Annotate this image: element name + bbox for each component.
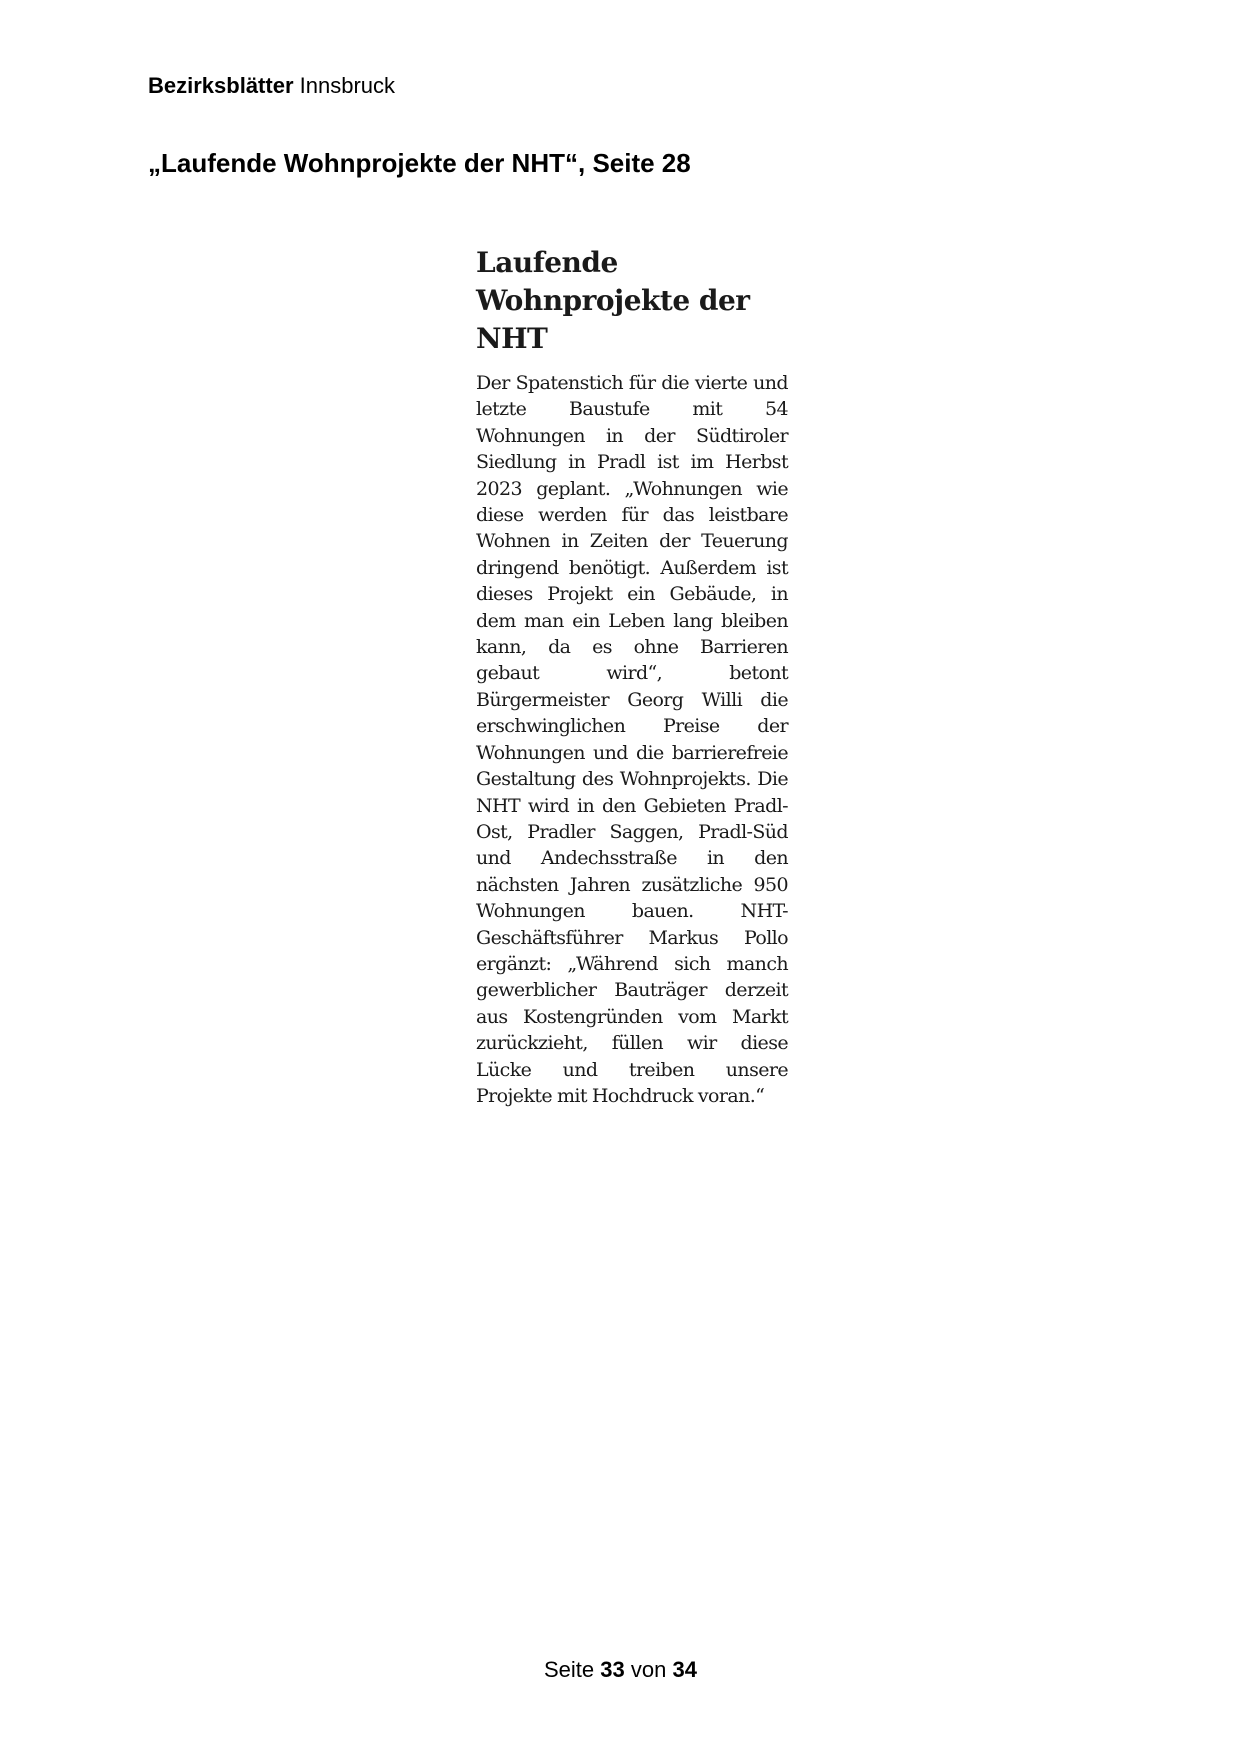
publication-header <box>148 72 395 100</box>
clipping-headline: Laufende Wohnprojekte der NHT <box>476 246 750 355</box>
publication-region: Innsbruck <box>299 73 396 98</box>
article-reference-title: „Laufende Wohnprojekte der NHT“, Seite 28 <box>148 148 691 178</box>
publication-name: Bezirksblätter <box>148 73 294 98</box>
footer-prefix: Seite <box>544 1657 595 1682</box>
newspaper-clipping <box>476 244 788 1109</box>
page-footer <box>0 1656 1241 1684</box>
clipping-body-text: Der Spatenstich für die vierte und letzte Baustufe mit 54 Wohnungen in der Südtiroler Siedlung in Pradl ist im Herbst 2023 geplant. „Wohnungen wie diese werden für das leistbare Wohnen in Zeiten der Teuerung dringend benötigt. Außerdem ist dieses Projekt ein Gebäude, in dem man ein Leben lang bleiben kann, da es ohne Barrieren gebaut wird“, betont Bürgermeister Georg Willi die erschwinglichen Preise der Wohnungen und die barrierefreie Gestaltung des Wohnprojekts. Die NHT wird in den Gebieten Pradl-Ost, Pradler Saggen, Pradl-Süd und Andechsstraße in den nächsten Jahren zusätzliche 950 Wohnungen bauen. NHT-Geschäftsführer Markus Pollo ergänzt: „Während sich manch gewerblicher Bauträger derzeit aus Kostengründen vom Markt zurückzieht, füllen wir diese Lücke und treiben unsere Projekte mit Hochdruck voran.“ <box>476 372 788 1107</box>
footer-separator: von <box>630 1657 667 1682</box>
current-page-number: 33 <box>600 1657 625 1682</box>
total-page-count: 34 <box>672 1657 697 1682</box>
